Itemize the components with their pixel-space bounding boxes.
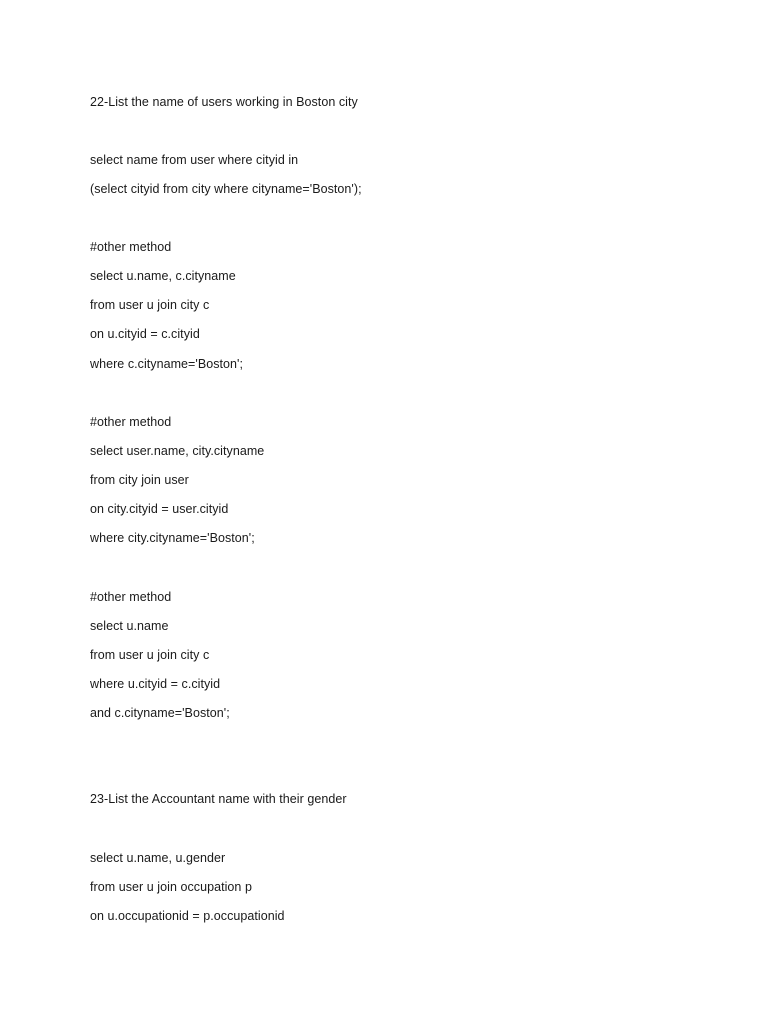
question-heading-22: 22-List the name of users working in Boston city bbox=[90, 95, 358, 109]
code-line: from user u join city c bbox=[90, 298, 210, 312]
code-line: select u.name, u.gender bbox=[90, 851, 226, 865]
code-line: on u.cityid = c.cityid bbox=[90, 327, 200, 341]
code-line: from city join user bbox=[90, 473, 189, 487]
comment-line: #other method bbox=[90, 415, 172, 429]
code-line: where city.cityname='Boston'; bbox=[90, 531, 255, 545]
code-line: (select cityid from city where cityname='Boston'); bbox=[90, 182, 362, 196]
code-line: on u.occupationid = p.occupationid bbox=[90, 909, 285, 923]
code-line: on city.cityid = user.cityid bbox=[90, 502, 229, 516]
code-line: select u.name bbox=[90, 619, 169, 633]
code-line: from user u join city c bbox=[90, 648, 210, 662]
comment-line: #other method bbox=[90, 590, 172, 604]
comment-line: #other method bbox=[90, 240, 172, 254]
code-line: where c.cityname='Boston'; bbox=[90, 357, 244, 371]
code-line: select user.name, city.cityname bbox=[90, 444, 265, 458]
code-line: select name from user where cityid in bbox=[90, 153, 299, 167]
code-line: from user u join occupation p bbox=[90, 880, 252, 894]
code-line: select u.name, c.cityname bbox=[90, 269, 236, 283]
code-line: and c.cityname='Boston'; bbox=[90, 706, 230, 720]
question-heading-23: 23-List the Accountant name with their gender bbox=[90, 792, 347, 806]
code-line: where u.cityid = c.cityid bbox=[90, 677, 221, 691]
